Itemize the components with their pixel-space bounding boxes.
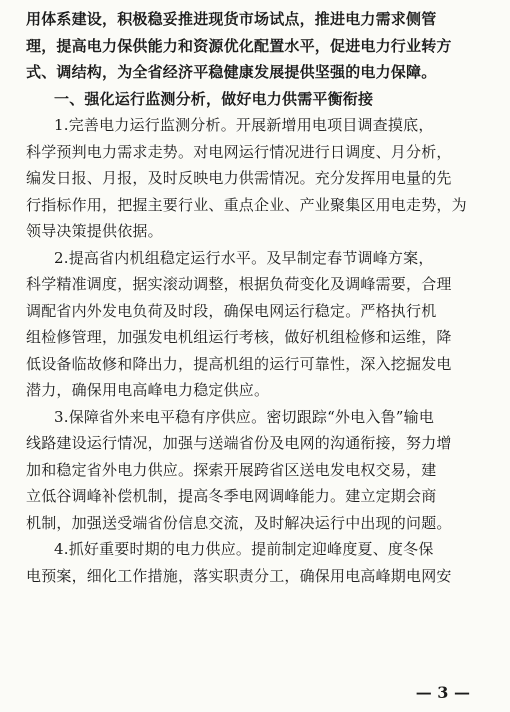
text-line: 潜力，确保用电高峰电力稳定供应。: [26, 381, 270, 399]
text-line: 机制，加强送受端省份信息交流，及时解决运行中出现的问题。: [26, 513, 452, 532]
section-heading: 一、强化运行监测分析，做好电力供需平衡衔接: [54, 89, 374, 108]
paragraph-start: 1.完善电力运行监测分析。开展新增用电项目调查摸底，: [54, 116, 434, 134]
page-number: — 3 —: [415, 683, 470, 702]
paragraph-start: 2.提高省内机组稳定运行水平。及早制定春节调峰方案，: [54, 248, 434, 267]
text-line: 领导决策提供依据。: [26, 222, 163, 240]
text-line: 理，提高电力保供能力和资源优化配置水平，促进电力行业转方: [26, 36, 452, 55]
text-line: 行指标作用，把握主要行业、重点企业、产业聚集区用电走势，为: [26, 195, 467, 214]
text-line: 加和稳定省外电力供应。探索开展跨省区送电发电权交易，建: [26, 460, 437, 479]
text-line: 调配省内外发电负荷及时段，确保电网运行稳定。严格执行机: [26, 301, 437, 320]
text-line: 科学预判电力需求走势。对电网运行情况进行日调度、月分析，: [26, 142, 452, 161]
paragraph-start: 3.保障省外来电平稳有序供应。密切跟踪“外电入鲁”输电: [54, 407, 435, 426]
text-line: 科学精准调度，据实滚动调整，根据负荷变化及调峰需要，合理: [26, 275, 452, 293]
text-line: 组检修管理，加强发电机组运行考核，做好机组检修和运维，降: [26, 328, 452, 346]
body-text: [26, 6, 488, 589]
text-line: 用体系建设，积极稳妥推进现货市场试点，推进电力需求侧管: [26, 10, 437, 28]
text-line: 式、调结构，为全省经济平稳健康发展提供坚强的电力保障。: [26, 63, 437, 81]
text-line: 编发日报、月报，及时反映电力供需情况。充分发挥用电量的先: [26, 169, 452, 187]
text-line: 立低谷调峰补偿机制，提高冬季电网调峰能力。建立定期会商: [26, 487, 437, 505]
paragraph-start: 4.抓好重要时期的电力供应。提前制定迎峰度夏、度冬保: [54, 540, 434, 558]
text-line: 电预案，细化工作措施，落实职责分工，确保用电高峰期电网安: [26, 566, 452, 585]
text-line: 低设备临故修和降出力，提高机组的运行可靠性，深入挖掘发电: [26, 354, 452, 373]
text-line: 线路建设运行情况，加强与送端省份及电网的沟通衔接，努力增: [26, 434, 452, 452]
